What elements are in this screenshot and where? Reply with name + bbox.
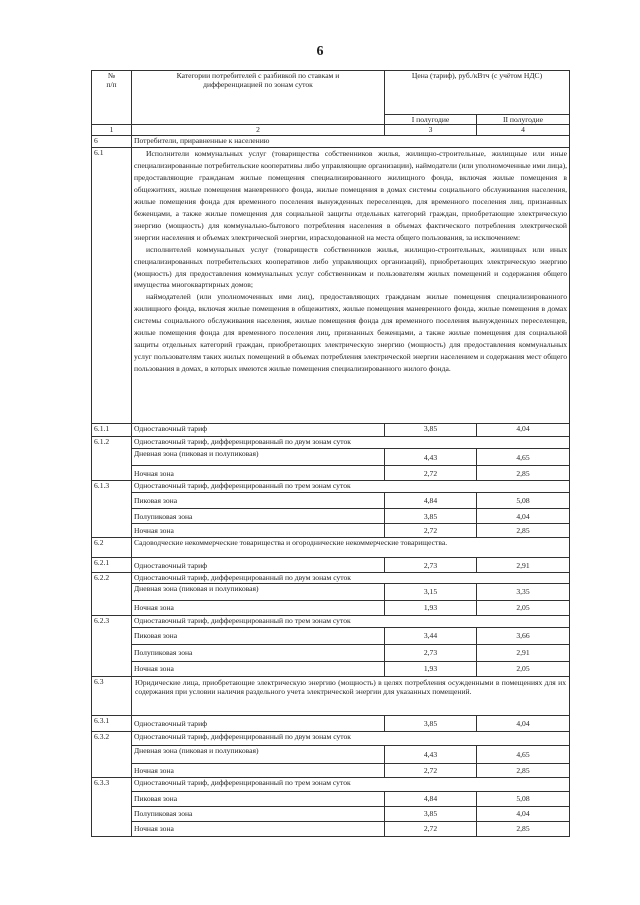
header-price: Цена (тариф), руб./кВтч (с учётом НДС) [385,71,570,115]
row-num: 6.1.3 [92,481,132,538]
zone-label: Дневная зона (пиковая и полупиковая) [132,745,385,763]
price-half1: 3,15 [385,583,477,600]
price-half2: 2,85 [477,763,570,777]
row-label: Одноставочный тариф [132,715,385,731]
zone-label: Полупиковая зона [132,644,385,661]
price-half1: 2,72 [385,821,477,836]
header-row [92,71,570,115]
row-num: 6.2.3 [92,615,132,676]
zone-label: Ночная зона [132,466,385,481]
item-6-1-description [132,148,570,424]
price-half1: 3,85 [385,715,477,731]
header-half2: II полугодие [477,115,570,125]
table-row [92,583,570,600]
row-num: 6.3.1 [92,715,132,731]
item-6-1-row [92,148,570,424]
price-half2: 3,35 [477,583,570,600]
row-label: Одноставочный тариф, дифференцированный по двум зонам суток [132,573,570,583]
row-label: Одноставочный тариф, дифференцированный по двум зонам суток [132,731,570,745]
row-label: Одноставочный тариф, дифференцированный по двум зонам суток [132,437,570,449]
price-half2: 4,04 [477,806,570,821]
row-label: Одноставочный тариф, дифференцированный по трем зонам суток [132,777,570,791]
price-half2: 5,08 [477,493,570,509]
zone-label: Пиковая зона [132,627,385,644]
table-row [92,661,570,676]
row-num: 6.1.2 [92,437,132,481]
colnum-1: 1 [92,125,132,136]
price-half2: 2,91 [477,558,570,573]
item-6-3-description: Юридические лица, приобретающие электрическую энергию (мощность) в целях потребления осужденными в помещениях для их содержания при условии наличия раздельного учета электрической энергии для указанных помещений. [132,676,570,715]
price-half1: 3,44 [385,627,477,644]
row-num: 6.2.2 [92,573,132,615]
description-paragraph: Исполнители коммунальных услуг (товарищества собственников жилья, жилищно-строительные, жилищные или иные специализированные потребительские кооперативы либо управляющие организации), наймодатели (или уполномоченные ими лица), предоставляющие гражданам жилые помещения специализированного жилищного фонда, включая жилые помещения в общежитиях, жилые помещения маневренного фонда, жилые помещения в домах системы социального обслуживания населения, жилые помещения фонда для временного поселения вынужденных переселенцев, для временного поселения лиц, признанных беженцами, а также жилые помещения для социальной защиты отдельных категорий граждан, приобретающие электрическую энергию (мощность) для коммунально-бытового потребления населения в объемах фактического потребления электрической энергии населения и объемах электрической энергии, израсходованной на места общего пользования, за исключением: [134,149,567,242]
table-row [92,481,570,493]
price-half2: 2,85 [477,524,570,538]
row-num: 6.1.1 [92,424,132,437]
table-row [92,524,570,538]
zone-label: Дневная зона (пиковая и полупиковая) [132,583,385,600]
section-title: Потребители, приравненные к населению [132,136,570,148]
price-half2: 4,04 [477,424,570,437]
colnum-3: 3 [385,125,477,136]
table-row [92,745,570,763]
item-6-2-row [92,538,570,558]
page-number: 6 [316,44,324,59]
price-half2: 2,85 [477,466,570,481]
table-row [92,615,570,627]
table-row [92,627,570,644]
zone-label: Ночная зона [132,821,385,836]
row-num: 6.3.3 [92,777,132,836]
colnum-2: 2 [132,125,385,136]
zone-label: Ночная зона [132,661,385,676]
price-half2: 2,05 [477,661,570,676]
price-half1: 4,43 [385,745,477,763]
table-row [92,731,570,745]
table-row [92,763,570,777]
description-paragraph: наймодателей (или уполномоченных ими лиц), предоставляющих гражданам жилые помещения специализированного жилищного фонда, включая жилые помещения в общежитиях, жилые помещения маневренного фонда, жилые помещения в домах системы социального обслуживания населения, жилые помещения фонда для временного поселения вынужденных переселенцев, жилые помещения фонда для временного поселения лиц, признанных беженцами, а также жилые помещения для социальной защиты отдельных категорий граждан, приобретающих электрическую энергию (мощность) для предоставления коммунальных услуг пользователям таких жилых помещений в объемах потребления электрической энергии населением и содержания мест общего пользования в домах, в которых имеются жилые помещения специализированного жилого фонда. [134,292,567,373]
table-row [92,777,570,791]
price-half2: 4,65 [477,745,570,763]
price-half1: 1,93 [385,600,477,615]
colnum-4: 4 [477,125,570,136]
price-half1: 1,93 [385,661,477,676]
header-category: Категории потребителей с разбивкой по ставкам и дифференциацией по зонам суток [132,71,385,125]
price-half2: 2,91 [477,644,570,661]
tariff-table [91,70,570,837]
header-colnum-row [92,125,570,136]
table-row [92,493,570,509]
table-row [92,715,570,731]
table-row [92,558,570,573]
price-half1: 2,72 [385,466,477,481]
price-half1: 2,72 [385,763,477,777]
price-half1: 2,73 [385,644,477,661]
zone-label: Дневная зона (пиковая и полупиковая) [132,449,385,466]
row-num: 6.2 [92,538,132,558]
zone-label: Пиковая зона [132,791,385,806]
row-label: Одноставочный тариф, дифференцированный по трем зонам суток [132,615,570,627]
price-half1: 3,85 [385,509,477,524]
price-half2: 5,08 [477,791,570,806]
price-half2: 3,66 [477,627,570,644]
item-6-2-description: Садоводческие некоммерческие товарищества и огороднические некоммерческие товарищества. [132,538,570,558]
price-half1: 3,85 [385,424,477,437]
table-row [92,449,570,466]
header-num: № п/п [92,71,132,125]
price-half2: 4,04 [477,509,570,524]
row-num: 6.3.2 [92,731,132,777]
table-row [92,424,570,437]
table-row [92,644,570,661]
zone-label: Ночная зона [132,763,385,777]
row-num: 6.2.1 [92,558,132,573]
table-row [92,509,570,524]
table-row [92,600,570,615]
zone-label: Пиковая зона [132,493,385,509]
table-row [92,573,570,583]
zone-label: Ночная зона [132,524,385,538]
row-num: 6.3 [92,676,132,715]
table-row [92,791,570,806]
zone-label: Ночная зона [132,600,385,615]
table-row [92,466,570,481]
section-row [92,136,570,148]
zone-label: Полупиковая зона [132,806,385,821]
price-half2: 2,05 [477,600,570,615]
row-label: Одноставочный тариф, дифференцированный по трем зонам суток [132,481,570,493]
row-label: Одноставочный тариф [132,558,385,573]
price-half1: 3,85 [385,806,477,821]
table-row [92,821,570,836]
table-row [92,806,570,821]
price-half2: 4,04 [477,715,570,731]
price-half1: 2,73 [385,558,477,573]
row-num: 6 [92,136,132,148]
price-half1: 2,72 [385,524,477,538]
price-half1: 4,84 [385,493,477,509]
header-half1: I полугодие [385,115,477,125]
zone-label: Полупиковая зона [132,509,385,524]
table-row [92,437,570,449]
item-6-3-row [92,676,570,715]
row-label: Одноставочный тариф [132,424,385,437]
price-half1: 4,43 [385,449,477,466]
row-num: 6.1 [92,148,132,424]
price-half2: 2,85 [477,821,570,836]
price-half2: 4,65 [477,449,570,466]
price-half1: 4,84 [385,791,477,806]
description-paragraph: исполнителей коммунальных услуг (товариществ собственников жилья, жилищно-строительных, жилищных или иных специализированных потребительских кооперативов либо управляющих организаций), приобретающих электрическую энергию (мощность) для предоставления коммунальных услуг собственникам и пользователям жилых помещений и содержания общего имущества многоквартирных домов; [134,244,567,290]
